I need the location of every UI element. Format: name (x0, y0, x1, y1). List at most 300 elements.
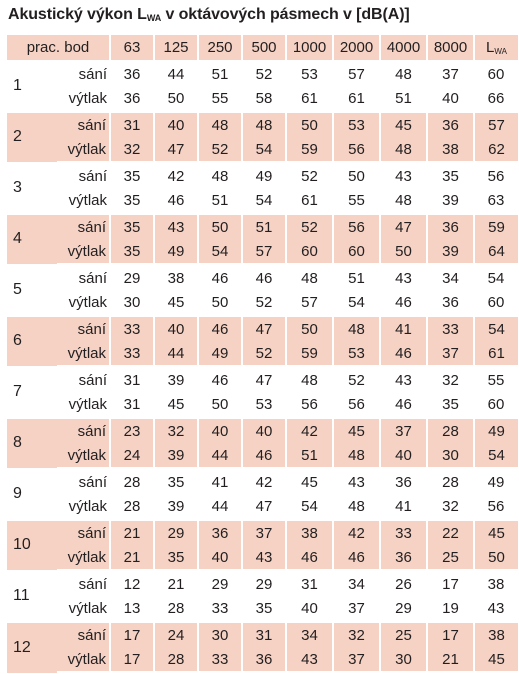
band-value-cell: 37 (380, 418, 427, 444)
band-value-cell: 41 (211, 473, 229, 491)
band-value-cell: 30 (427, 443, 474, 469)
lwa-value-cell: 63 (487, 191, 505, 209)
band-value-cell: 61 (301, 89, 318, 107)
band-value-cell: 40 (242, 418, 286, 444)
lwa-value-cell: 45 (474, 647, 518, 673)
band-value-cell: 45 (301, 473, 318, 491)
band-value-cell: 28 (123, 497, 141, 515)
mode-label: výtlak (57, 443, 110, 469)
header-lwa-sub: WA (494, 47, 507, 56)
band-value-cell: 28 (167, 599, 185, 617)
operating-point-group (7, 316, 518, 367)
lwa-value-cell: 57 (474, 112, 518, 138)
header-lwa (474, 35, 518, 61)
band-value-cell: 30 (123, 293, 141, 311)
lwa-value-cell: 45 (474, 520, 518, 546)
band-value-cell: 35 (123, 167, 141, 185)
lwa-value-cell: 55 (487, 371, 505, 389)
mode-label: sání (78, 65, 107, 83)
table-row (7, 265, 518, 291)
operating-point-label: 8 (7, 418, 57, 469)
table-row (7, 316, 518, 342)
band-value-cell: 35 (167, 473, 185, 491)
band-value-cell: 17 (110, 647, 154, 673)
band-value-cell: 55 (211, 89, 229, 107)
operating-point-group (7, 571, 518, 622)
band-value-cell: 48 (198, 112, 242, 138)
band-value-cell: 12 (123, 575, 141, 593)
band-value-cell: 50 (211, 293, 229, 311)
band-value-cell: 44 (167, 65, 185, 83)
band-value-cell: 35 (154, 545, 198, 571)
band-value-cell: 52 (242, 341, 286, 367)
band-value-cell: 51 (211, 191, 229, 209)
band-value-cell: 40 (198, 545, 242, 571)
band-value-cell: 60 (333, 239, 380, 265)
lwa-value-cell: 38 (487, 575, 505, 593)
operating-point-group (7, 163, 518, 214)
band-value-cell: 32 (442, 371, 459, 389)
band-value-cell: 33 (427, 316, 474, 342)
band-value-cell: 37 (242, 520, 286, 546)
band-value-cell: 46 (198, 316, 242, 342)
band-value-cell: 32 (154, 418, 198, 444)
mode-label: výtlak (57, 545, 110, 571)
table-row (7, 520, 518, 546)
operating-point-label: 10 (7, 520, 57, 571)
mode-label: výtlak (68, 497, 107, 515)
acoustic-power-table (7, 35, 518, 674)
band-value-cell: 40 (301, 599, 318, 617)
band-value-cell: 42 (255, 473, 273, 491)
table-row (7, 494, 518, 520)
lwa-value-cell: 66 (487, 89, 505, 107)
band-value-cell: 46 (211, 269, 229, 287)
band-value-cell: 33 (110, 341, 154, 367)
band-value-cell: 52 (198, 137, 242, 163)
table-row (7, 622, 518, 648)
band-value-cell: 30 (380, 647, 427, 673)
title-subscript: WA (146, 13, 162, 23)
band-value-cell: 43 (395, 167, 412, 185)
lwa-value-cell: 62 (474, 137, 518, 163)
band-value-cell: 52 (255, 65, 273, 83)
band-value-cell: 36 (395, 473, 412, 491)
band-value-cell: 44 (154, 341, 198, 367)
band-value-cell: 36 (242, 647, 286, 673)
operating-point-group (7, 520, 518, 571)
band-value-cell: 31 (242, 622, 286, 648)
band-value-cell: 51 (242, 214, 286, 240)
band-value-cell: 44 (198, 443, 242, 469)
band-value-cell: 44 (211, 497, 229, 515)
band-value-cell: 46 (242, 443, 286, 469)
mode-label: sání (78, 269, 107, 287)
operating-point-group (7, 61, 518, 112)
band-value-cell: 29 (255, 575, 273, 593)
band-value-cell: 35 (110, 239, 154, 265)
band-value-cell: 47 (255, 371, 273, 389)
band-value-cell: 37 (427, 341, 474, 367)
band-value-cell: 61 (301, 191, 318, 209)
band-value-cell: 21 (110, 545, 154, 571)
lwa-value-cell: 56 (487, 497, 505, 515)
table-row (7, 188, 518, 214)
band-value-cell: 61 (348, 89, 365, 107)
band-value-cell: 19 (442, 599, 459, 617)
band-value-cell: 36 (123, 65, 141, 83)
mode-label: výtlak (57, 341, 110, 367)
mode-label: sání (78, 167, 107, 185)
band-value-cell: 36 (380, 545, 427, 571)
band-value-cell: 33 (380, 520, 427, 546)
lwa-value-cell: 54 (474, 316, 518, 342)
band-value-cell: 55 (348, 191, 365, 209)
lwa-value-cell: 54 (487, 269, 505, 287)
band-value-cell: 41 (380, 316, 427, 342)
band-value-cell: 54 (301, 497, 318, 515)
band-value-cell: 37 (333, 647, 380, 673)
band-value-cell: 29 (395, 599, 412, 617)
table-row (7, 596, 518, 622)
lwa-value-cell: 43 (487, 599, 505, 617)
band-value-cell: 48 (301, 269, 318, 287)
band-value-cell: 51 (286, 443, 333, 469)
header-lwa-main: L (486, 39, 495, 56)
band-value-cell: 53 (301, 65, 318, 83)
header-row (7, 35, 518, 61)
band-value-cell: 43 (395, 269, 412, 287)
operating-point-group (7, 112, 518, 163)
band-value-cell: 30 (198, 622, 242, 648)
band-value-cell: 60 (286, 239, 333, 265)
band-value-cell: 25 (380, 622, 427, 648)
band-value-cell: 26 (395, 575, 412, 593)
band-value-cell: 34 (286, 622, 333, 648)
band-value-cell: 56 (348, 395, 365, 413)
mode-label: výtlak (68, 599, 107, 617)
operating-point-label: 12 (7, 622, 57, 673)
band-value-cell: 53 (333, 341, 380, 367)
band-value-cell: 36 (427, 112, 474, 138)
table-row (7, 341, 518, 367)
band-value-cell: 45 (333, 418, 380, 444)
band-value-cell: 46 (167, 191, 185, 209)
band-value-cell: 31 (110, 112, 154, 138)
table-row (7, 61, 518, 86)
band-value-cell: 38 (167, 269, 185, 287)
band-value-cell: 57 (348, 65, 365, 83)
band-value-cell: 17 (110, 622, 154, 648)
band-value-cell: 22 (427, 520, 474, 546)
band-value-cell: 53 (255, 395, 273, 413)
mode-label: výtlak (57, 137, 110, 163)
band-value-cell: 51 (211, 65, 229, 83)
band-value-cell: 47 (154, 137, 198, 163)
lwa-value-cell: 38 (474, 622, 518, 648)
table-row (7, 647, 518, 673)
operating-point-label: 2 (7, 112, 57, 163)
band-value-cell: 35 (442, 395, 459, 413)
band-value-cell: 25 (427, 545, 474, 571)
band-value-cell: 31 (123, 395, 141, 413)
band-value-cell: 21 (167, 575, 185, 593)
header-band-500: 500 (242, 35, 286, 61)
band-value-cell: 54 (198, 239, 242, 265)
header-band-8000: 8000 (427, 35, 474, 61)
band-value-cell: 52 (286, 214, 333, 240)
mode-label: sání (57, 316, 110, 342)
mode-label: sání (57, 112, 110, 138)
mode-label: sání (57, 214, 110, 240)
band-value-cell: 34 (348, 575, 365, 593)
table-row (7, 290, 518, 316)
band-value-cell: 51 (395, 89, 412, 107)
band-value-cell: 41 (395, 497, 412, 515)
operating-point-label: 3 (13, 178, 22, 196)
table-row (7, 443, 518, 469)
table-row (7, 392, 518, 418)
band-value-cell: 56 (333, 137, 380, 163)
band-value-cell: 39 (442, 191, 459, 209)
band-value-cell: 29 (154, 520, 198, 546)
band-value-cell: 58 (255, 89, 273, 107)
band-value-cell: 35 (255, 599, 273, 617)
header-operating-point: prac. bod (7, 35, 110, 61)
band-value-cell: 37 (442, 65, 459, 83)
band-value-cell: 36 (427, 214, 474, 240)
band-value-cell: 46 (380, 341, 427, 367)
table-row (7, 137, 518, 163)
table-row (7, 571, 518, 597)
band-value-cell: 52 (348, 371, 365, 389)
band-value-cell: 43 (348, 473, 365, 491)
band-value-cell: 33 (110, 316, 154, 342)
band-value-cell: 28 (427, 418, 474, 444)
band-value-cell: 49 (198, 341, 242, 367)
band-value-cell: 48 (348, 497, 365, 515)
table-row (7, 469, 518, 495)
header-band-250: 250 (198, 35, 242, 61)
operating-point-group (7, 367, 518, 418)
lwa-value-cell: 49 (474, 418, 518, 444)
band-value-cell: 52 (301, 167, 318, 185)
mode-label: sání (57, 622, 110, 648)
band-value-cell: 36 (123, 89, 141, 107)
band-value-cell: 40 (198, 418, 242, 444)
band-value-cell: 42 (333, 520, 380, 546)
band-value-cell: 50 (167, 89, 185, 107)
band-value-cell: 38 (427, 137, 474, 163)
band-value-cell: 35 (123, 191, 141, 209)
band-value-cell: 37 (348, 599, 365, 617)
band-value-cell: 36 (198, 520, 242, 546)
operating-point-label: 9 (13, 484, 22, 502)
operating-point-group (7, 418, 518, 469)
band-value-cell: 45 (380, 112, 427, 138)
band-value-cell: 28 (442, 473, 459, 491)
title-suffix: v oktávových pásmech v [dB(A)] (161, 6, 410, 23)
band-value-cell: 29 (211, 575, 229, 593)
header-band-1000: 1000 (286, 35, 333, 61)
lwa-value-cell: 56 (487, 167, 505, 185)
band-value-cell: 48 (333, 443, 380, 469)
band-value-cell: 53 (333, 112, 380, 138)
band-value-cell: 46 (333, 545, 380, 571)
header-band-63: 63 (110, 35, 154, 61)
band-value-cell: 40 (154, 316, 198, 342)
operating-point-label: 4 (7, 214, 57, 265)
mode-label: sání (78, 371, 107, 389)
lwa-value-cell: 60 (487, 65, 505, 83)
band-value-cell: 35 (442, 167, 459, 185)
table-row (7, 545, 518, 571)
band-value-cell: 31 (123, 371, 141, 389)
band-value-cell: 42 (167, 167, 185, 185)
band-value-cell: 50 (198, 214, 242, 240)
band-value-cell: 21 (110, 520, 154, 546)
operating-point-group (7, 622, 518, 673)
mode-label: výtlak (57, 647, 110, 673)
band-value-cell: 32 (110, 137, 154, 163)
band-value-cell: 39 (154, 443, 198, 469)
band-value-cell: 52 (255, 293, 273, 311)
band-value-cell: 59 (286, 137, 333, 163)
band-value-cell: 39 (167, 497, 185, 515)
band-value-cell: 46 (211, 371, 229, 389)
band-value-cell: 33 (211, 599, 229, 617)
band-value-cell: 50 (286, 112, 333, 138)
band-value-cell: 50 (286, 316, 333, 342)
band-value-cell: 13 (123, 599, 141, 617)
band-value-cell: 56 (333, 214, 380, 240)
band-value-cell: 48 (395, 65, 412, 83)
mode-label: výtlak (57, 239, 110, 265)
table-row (7, 214, 518, 240)
band-value-cell: 32 (442, 497, 459, 515)
table-row (7, 367, 518, 393)
band-value-cell: 57 (242, 239, 286, 265)
band-value-cell: 39 (167, 371, 185, 389)
mode-label: sání (57, 418, 110, 444)
band-value-cell: 47 (255, 497, 273, 515)
band-value-cell: 50 (380, 239, 427, 265)
band-value-cell: 46 (395, 293, 412, 311)
band-value-cell: 24 (110, 443, 154, 469)
operating-point-label: 5 (13, 280, 22, 298)
band-value-cell: 40 (442, 89, 459, 107)
band-value-cell: 28 (123, 473, 141, 491)
mode-label: sání (78, 473, 107, 491)
band-value-cell: 54 (242, 137, 286, 163)
band-value-cell: 57 (301, 293, 318, 311)
band-value-cell: 48 (395, 191, 412, 209)
band-value-cell: 33 (198, 647, 242, 673)
band-value-cell: 17 (427, 622, 474, 648)
band-value-cell: 45 (167, 293, 185, 311)
lwa-value-cell: 50 (474, 545, 518, 571)
band-value-cell: 35 (110, 214, 154, 240)
band-value-cell: 38 (286, 520, 333, 546)
band-value-cell: 34 (442, 269, 459, 287)
band-value-cell: 24 (154, 622, 198, 648)
header-band-4000: 4000 (380, 35, 427, 61)
band-value-cell: 46 (286, 545, 333, 571)
operating-point-group (7, 469, 518, 520)
band-value-cell: 48 (380, 137, 427, 163)
operating-point-label: 1 (13, 77, 22, 94)
band-value-cell: 32 (333, 622, 380, 648)
operating-point-label: 6 (7, 316, 57, 367)
lwa-value-cell: 54 (474, 443, 518, 469)
band-value-cell: 23 (110, 418, 154, 444)
band-value-cell: 50 (211, 395, 229, 413)
band-value-cell: 50 (348, 167, 365, 185)
band-value-cell: 54 (255, 191, 273, 209)
page-title (8, 6, 410, 24)
band-value-cell: 43 (395, 371, 412, 389)
lwa-value-cell: 61 (474, 341, 518, 367)
lwa-value-cell: 60 (487, 293, 505, 311)
band-value-cell: 36 (442, 293, 459, 311)
operating-point-group (7, 265, 518, 316)
band-value-cell: 48 (333, 316, 380, 342)
lwa-value-cell: 59 (474, 214, 518, 240)
lwa-value-cell: 60 (487, 395, 505, 413)
table-row (7, 86, 518, 112)
band-value-cell: 56 (301, 395, 318, 413)
band-value-cell: 54 (348, 293, 365, 311)
band-value-cell: 46 (395, 395, 412, 413)
mode-label: výtlak (68, 89, 107, 107)
band-value-cell: 40 (154, 112, 198, 138)
table-row (7, 112, 518, 138)
header-band-2000: 2000 (333, 35, 380, 61)
header-band-125: 125 (154, 35, 198, 61)
mode-label: výtlak (68, 293, 107, 311)
band-value-cell: 43 (154, 214, 198, 240)
band-value-cell: 17 (442, 575, 459, 593)
mode-label: výtlak (68, 191, 107, 209)
band-value-cell: 43 (286, 647, 333, 673)
band-value-cell: 49 (154, 239, 198, 265)
band-value-cell: 48 (301, 371, 318, 389)
band-value-cell: 21 (427, 647, 474, 673)
mode-label: sání (78, 575, 107, 593)
band-value-cell: 40 (380, 443, 427, 469)
band-value-cell: 45 (167, 395, 185, 413)
band-value-cell: 48 (242, 112, 286, 138)
lwa-value-cell: 49 (487, 473, 505, 491)
operating-point-group (7, 214, 518, 265)
band-value-cell: 47 (242, 316, 286, 342)
band-value-cell: 31 (301, 575, 318, 593)
band-value-cell: 39 (427, 239, 474, 265)
band-value-cell: 59 (286, 341, 333, 367)
mode-label: výtlak (68, 395, 107, 413)
operating-point-label: 7 (13, 382, 22, 400)
lwa-value-cell: 64 (474, 239, 518, 265)
table-row (7, 418, 518, 444)
band-value-cell: 28 (154, 647, 198, 673)
band-value-cell: 47 (380, 214, 427, 240)
band-value-cell: 43 (242, 545, 286, 571)
band-value-cell: 48 (211, 167, 229, 185)
band-value-cell: 29 (123, 269, 141, 287)
mode-label: sání (57, 520, 110, 546)
table-row (7, 163, 518, 189)
table-row (7, 239, 518, 265)
